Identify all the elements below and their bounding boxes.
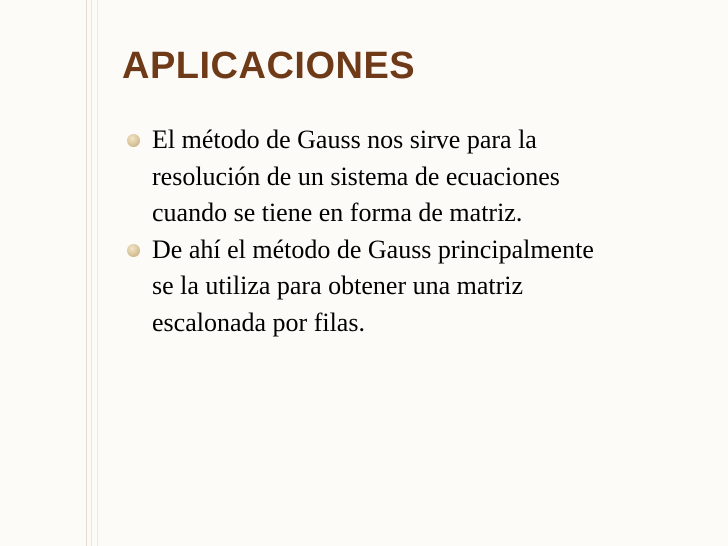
frame-line	[86, 0, 87, 546]
bullet-line: El método de Gauss nos sirve para la	[152, 125, 537, 154]
bullet-line: cuando se tiene en forma de matriz.	[152, 198, 523, 227]
frame-line	[91, 0, 92, 546]
bullet-line: escalonada por filas.	[152, 307, 365, 337]
bullet-line: De ahí el método de Gauss principalmente	[152, 234, 594, 264]
bullet-item	[124, 122, 714, 232]
slide-title: APLICACIONES	[122, 45, 416, 87]
frame-line	[97, 0, 98, 546]
bullet-item	[124, 232, 714, 342]
slide-body	[124, 122, 714, 341]
bullet-icon	[127, 244, 140, 257]
bullet-line: se la utiliza para obtener una matriz	[152, 271, 524, 300]
bullet-icon	[127, 134, 140, 147]
bullet-line: resolución de un sistema de ecuaciones	[152, 161, 560, 191]
